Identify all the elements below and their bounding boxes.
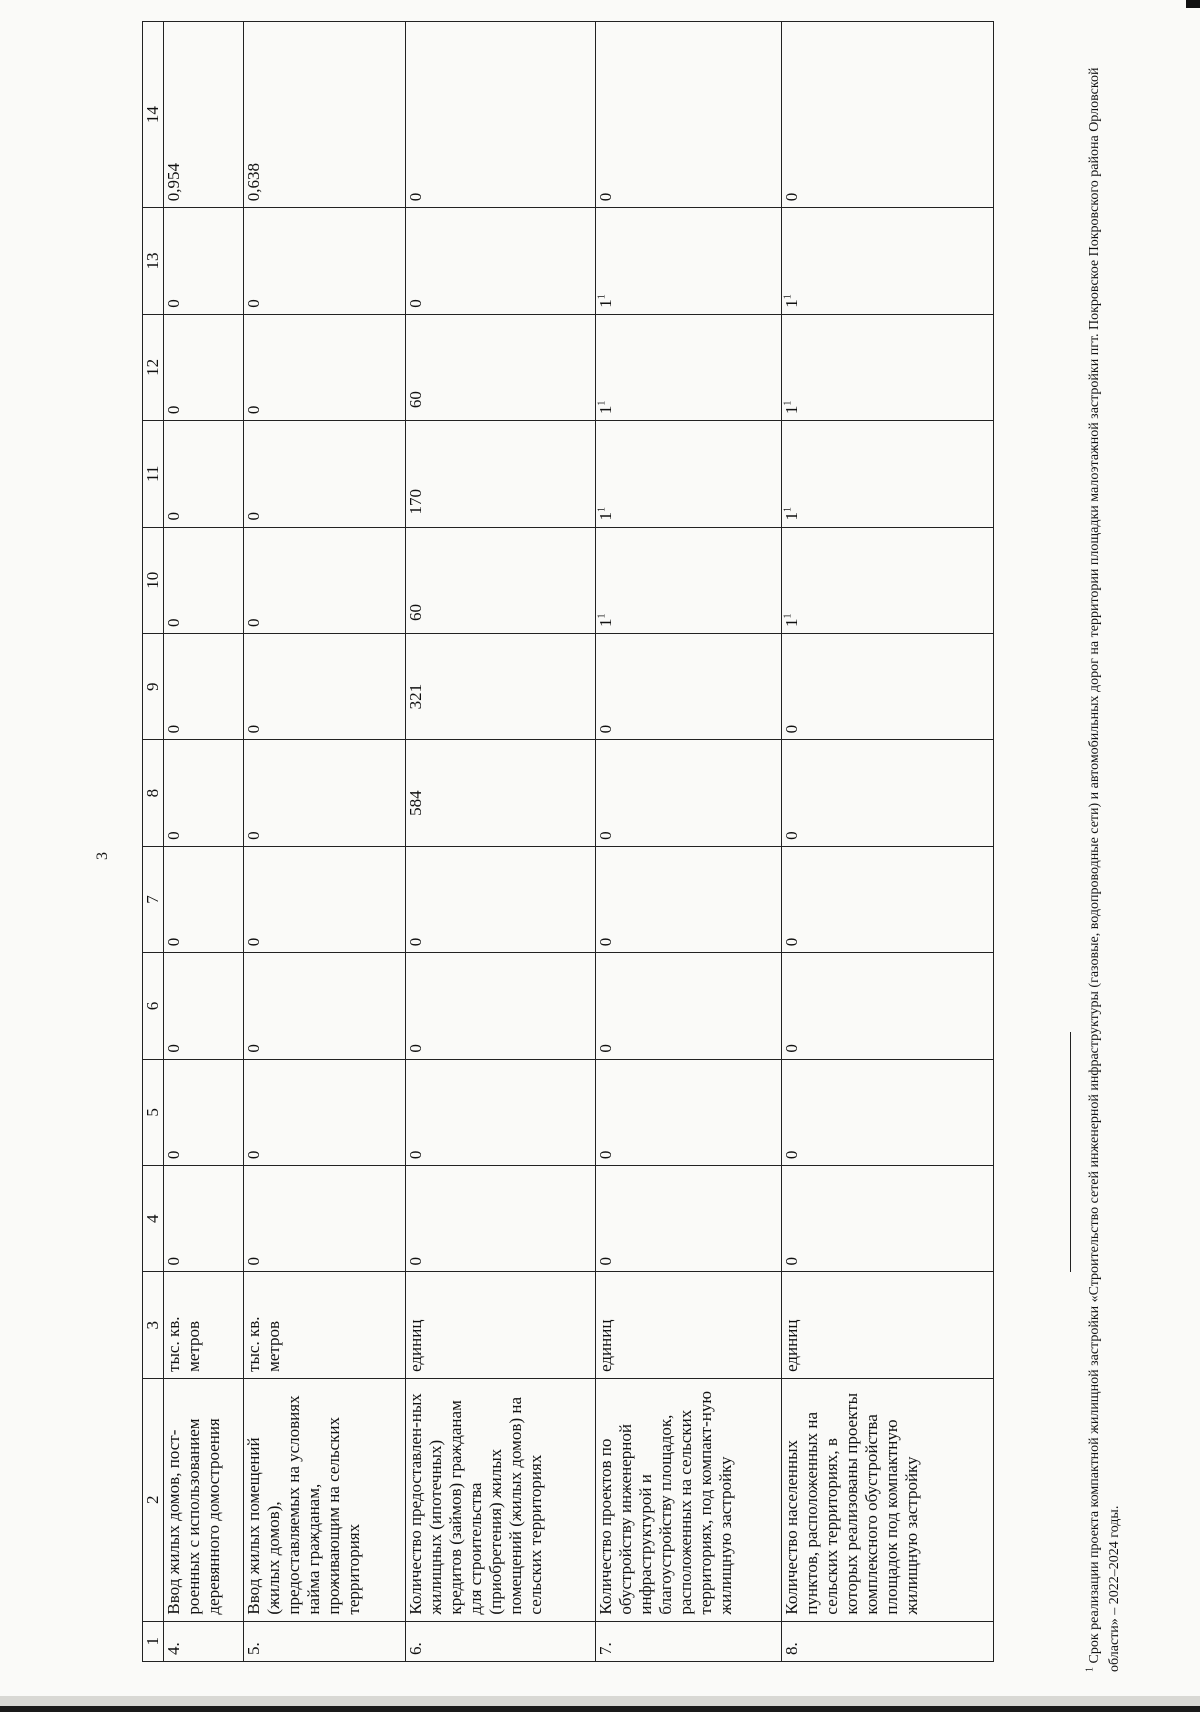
value-cell: 0 bbox=[782, 740, 994, 846]
value-text: 1 bbox=[596, 618, 615, 627]
table-row bbox=[164, 22, 244, 1662]
indicator-name: Количество предоставлен-ных жилищных (ипотечных) кредитов (займов) гражданам для строительства (приобретения) жилых помещений (жилых домов) на сельских территориях bbox=[406, 1378, 596, 1621]
value-cell bbox=[596, 527, 782, 633]
value-cell: 0 bbox=[596, 953, 782, 1059]
value-cell bbox=[782, 314, 994, 420]
value-cell bbox=[782, 527, 994, 633]
footnote bbox=[1085, 12, 1125, 1672]
unit-cell: единиц bbox=[406, 1272, 596, 1378]
footnote-ref: 1 bbox=[596, 400, 608, 406]
value-cell: 0 bbox=[406, 1059, 596, 1165]
value-cell bbox=[782, 421, 994, 527]
header-cell: 9 bbox=[143, 633, 164, 739]
value-cell: 0 bbox=[596, 1166, 782, 1272]
value-cell: 0,638 bbox=[244, 22, 406, 208]
row-number: 5. bbox=[244, 1621, 406, 1661]
table-header-row bbox=[143, 22, 164, 1662]
footnote-ref: 1 bbox=[596, 507, 608, 513]
value-cell: 321 bbox=[406, 633, 596, 739]
value-cell: 0 bbox=[596, 22, 782, 208]
table-row bbox=[244, 22, 406, 1662]
footnote-mark: 1 bbox=[1084, 1667, 1096, 1672]
value-cell: 0 bbox=[782, 1166, 994, 1272]
value-text: 1 bbox=[596, 512, 615, 521]
value-cell: 584 bbox=[406, 740, 596, 846]
indicator-name: Ввод жилых домов, пост-роенных с использованием деревянного домостроения bbox=[164, 1378, 244, 1621]
value-text: 1 bbox=[782, 618, 801, 627]
unit-cell: тыс. кв. метров bbox=[244, 1272, 406, 1378]
value-cell: 0 bbox=[782, 1059, 994, 1165]
footnote-text: Срок реализации проекта компактной жилищной застройки «Строительство сетей инженерной инфраструктуры (газовые, водопроводные сети) и автомобильных дорог на территории площадки малоэтажной застройки пгт. Покровское Покровского района Орловской области» – 2022–2024 годы. bbox=[1087, 67, 1122, 1672]
unit-cell: единиц bbox=[596, 1272, 782, 1378]
footnote-ref: 1 bbox=[782, 400, 794, 406]
value-cell: 0 bbox=[244, 1059, 406, 1165]
value-cell: 0 bbox=[164, 633, 244, 739]
indicator-name: Ввод жилых помещений (жилых домов), предоставляемых на условиях найма гражданам, проживающим на сельских территориях bbox=[244, 1378, 406, 1621]
unit-cell: единиц bbox=[782, 1272, 994, 1378]
value-cell: 0 bbox=[244, 740, 406, 846]
page-number: 3 bbox=[94, 852, 111, 860]
value-cell: 0 bbox=[244, 1166, 406, 1272]
table-row bbox=[406, 22, 596, 1662]
value-cell: 0 bbox=[406, 1166, 596, 1272]
footnote-ref: 1 bbox=[596, 294, 608, 300]
header-cell: 14 bbox=[143, 22, 164, 208]
value-cell: 0,954 bbox=[164, 22, 244, 208]
value-cell: 0 bbox=[244, 633, 406, 739]
value-cell: 0 bbox=[164, 527, 244, 633]
value-text: 1 bbox=[596, 299, 615, 308]
header-cell: 3 bbox=[143, 1272, 164, 1378]
indicator-name: Количество населенных пунктов, расположенных на сельских территориях, в которых реализованы проекты комплексного обустройства площадок под компактную жилищную застройку bbox=[782, 1378, 994, 1621]
value-cell: 0 bbox=[164, 740, 244, 846]
row-number: 7. bbox=[596, 1621, 782, 1661]
header-cell: 8 bbox=[143, 740, 164, 846]
value-cell: 0 bbox=[244, 527, 406, 633]
value-cell: 0 bbox=[406, 22, 596, 208]
table-row bbox=[782, 22, 994, 1662]
value-cell: 0 bbox=[782, 633, 994, 739]
value-text: 1 bbox=[596, 405, 615, 415]
value-cell: 0 bbox=[244, 421, 406, 527]
value-cell: 0 bbox=[596, 633, 782, 739]
indicator-name: Количество проектов по обустройству инженерной инфраструктурой и благоустройству площадок, расположенных на сельских территориях, под компакт-ную жилищную застройку bbox=[596, 1378, 782, 1621]
value-text: 1 bbox=[782, 299, 801, 308]
value-cell bbox=[596, 421, 782, 527]
footnote-ref: 1 bbox=[596, 613, 608, 619]
value-cell: 0 bbox=[164, 953, 244, 1059]
value-text: 1 bbox=[782, 512, 801, 521]
value-cell: 0 bbox=[164, 314, 244, 420]
value-cell: 0 bbox=[596, 1059, 782, 1165]
value-cell: 0 bbox=[596, 740, 782, 846]
value-cell: 0 bbox=[596, 846, 782, 952]
header-cell: 7 bbox=[143, 846, 164, 952]
value-cell: 0 bbox=[164, 1059, 244, 1165]
header-cell: 13 bbox=[143, 208, 164, 314]
footnote-separator bbox=[1070, 1032, 1071, 1272]
value-cell: 0 bbox=[164, 421, 244, 527]
row-number: 4. bbox=[164, 1621, 244, 1661]
value-cell: 0 bbox=[164, 846, 244, 952]
header-cell: 4 bbox=[143, 1166, 164, 1272]
header-cell: 12 bbox=[143, 314, 164, 420]
value-cell: 60 bbox=[406, 527, 596, 633]
table-row bbox=[596, 22, 782, 1662]
value-cell: 0 bbox=[244, 314, 406, 420]
value-cell: 170 bbox=[406, 421, 596, 527]
value-cell: 60 bbox=[406, 314, 596, 420]
header-cell: 2 bbox=[143, 1378, 164, 1621]
unit-cell: тыс. кв. метров bbox=[164, 1272, 244, 1378]
row-number: 6. bbox=[406, 1621, 596, 1661]
footnote-ref: 1 bbox=[782, 507, 794, 513]
value-cell: 0 bbox=[782, 22, 994, 208]
header-cell: 1 bbox=[143, 1621, 164, 1661]
value-cell: 0 bbox=[244, 953, 406, 1059]
value-cell bbox=[596, 314, 782, 420]
footnote-ref: 1 bbox=[782, 613, 794, 619]
header-cell: 6 bbox=[143, 953, 164, 1059]
header-cell: 5 bbox=[143, 1059, 164, 1165]
value-cell: 0 bbox=[406, 953, 596, 1059]
value-cell: 0 bbox=[782, 953, 994, 1059]
value-text: 1 bbox=[782, 405, 801, 415]
scan-edge bbox=[0, 1706, 1200, 1712]
value-cell: 0 bbox=[244, 846, 406, 952]
row-number: 8. bbox=[782, 1621, 994, 1661]
value-cell: 0 bbox=[406, 208, 596, 314]
scan-edge-shadow bbox=[0, 1696, 1200, 1706]
value-cell bbox=[782, 208, 994, 314]
value-cell: 0 bbox=[164, 1166, 244, 1272]
value-cell bbox=[596, 208, 782, 314]
value-cell: 0 bbox=[406, 846, 596, 952]
value-cell: 0 bbox=[782, 846, 994, 952]
indicators-table bbox=[142, 21, 994, 1662]
value-cell: 0 bbox=[164, 208, 244, 314]
header-cell: 10 bbox=[143, 527, 164, 633]
footnote-ref: 1 bbox=[782, 294, 794, 300]
value-cell: 0 bbox=[244, 208, 406, 314]
header-cell: 11 bbox=[143, 421, 164, 527]
